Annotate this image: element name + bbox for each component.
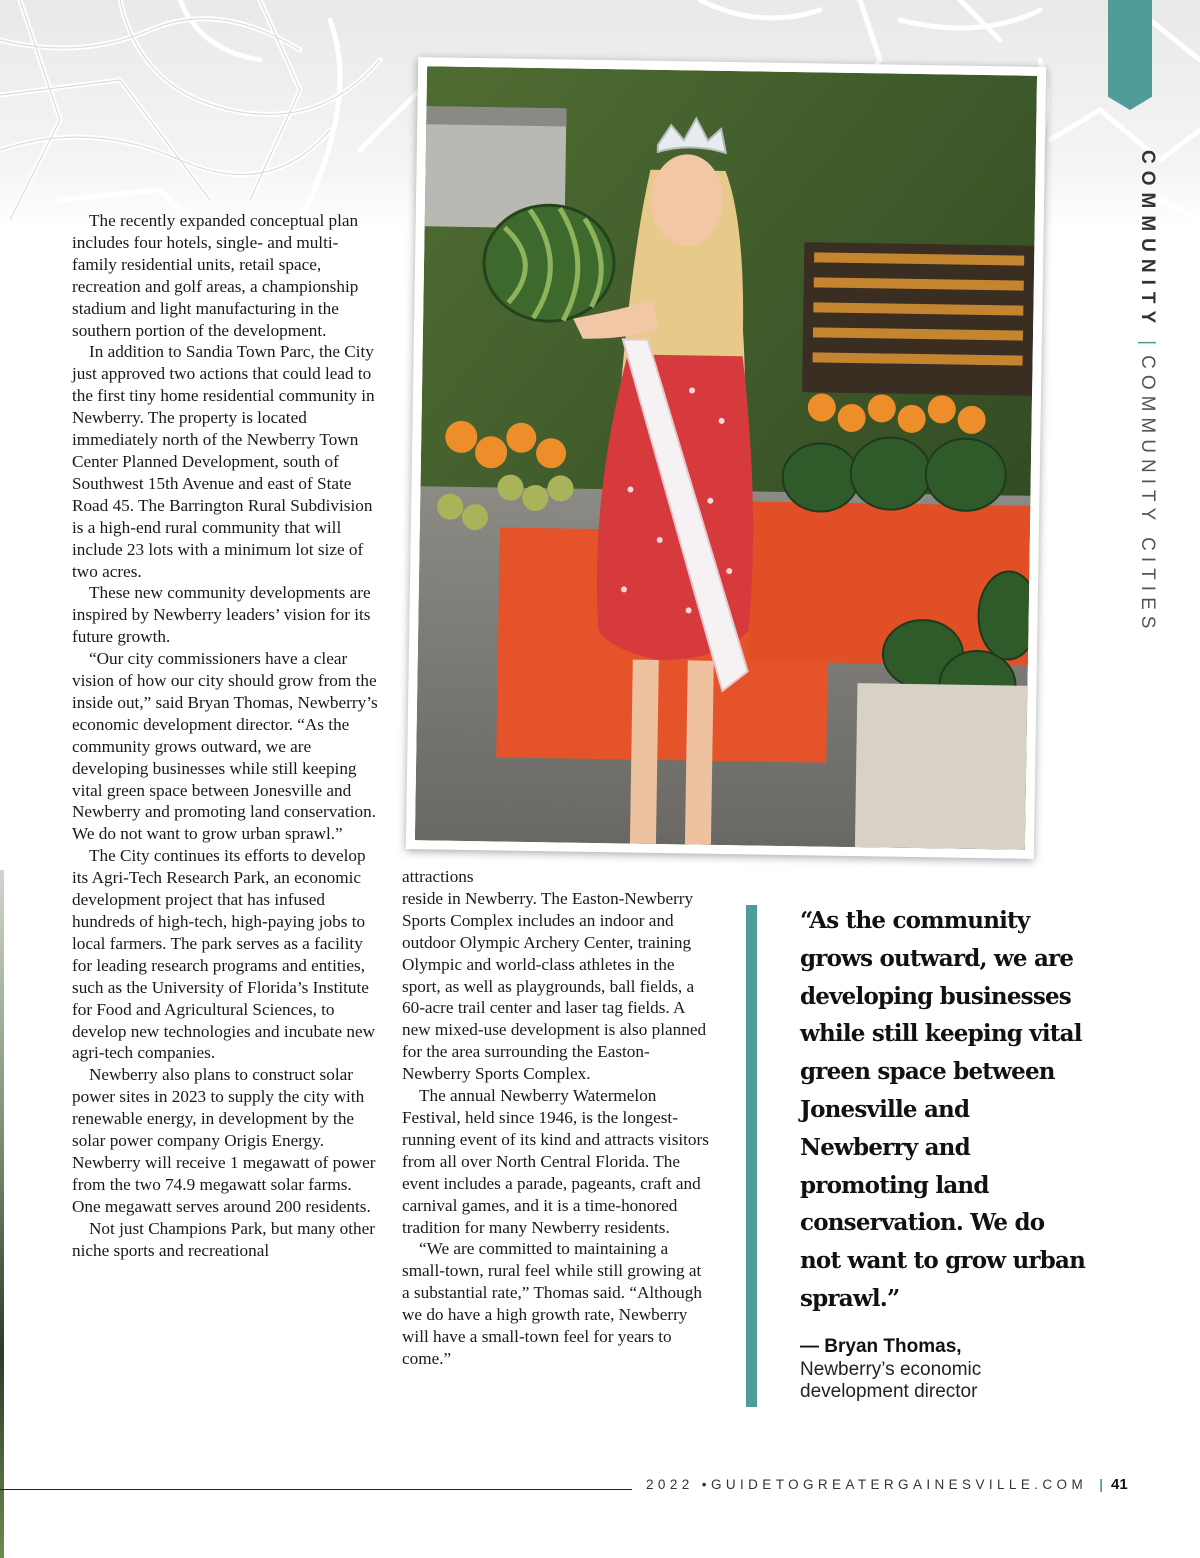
page-number: 41 — [1111, 1476, 1128, 1493]
section-label — [1127, 150, 1167, 635]
page-edge-bleed — [0, 870, 4, 1558]
pullquote-accent-bar — [746, 905, 757, 1407]
article-column-2 — [402, 866, 712, 1370]
paragraph: In addition to Sandia Town Parc, the City just approved two actions that could lead to the first tiny home residential community in Newberry. The property is located immediately north of the Newberry Town Center Planned Development, south of Southwest 15th Avenue and east of State Road 45. The Barrington Rural Subdivision is a high-end rural community that will include 23 lots with a minimum lot size of two acres. — [72, 342, 375, 581]
footer-year: 2022 — [646, 1477, 694, 1492]
section-separator: | — [1137, 340, 1158, 346]
paragraph: reside in Newberry. The Easton-Newberry Sports Complex includes an indoor and outdoor Olympic Archery Center, training Olympic and world-class athletes in the sport, as well as playgrounds, ball fields, a 60-acre trail center and laser tag fields. A new mixed-use development is also planned for the area surrounding the Easton-Newberry Sports Complex. — [402, 888, 707, 1084]
paragraph: Not just Champions Park, but many other niche sports and recreational — [72, 1218, 375, 1260]
section-tab — [1108, 0, 1152, 110]
section-primary: COMMUNITY — [1137, 150, 1158, 331]
pullquote-attribution-name: — Bryan Thomas, — [800, 1336, 962, 1357]
paragraph-continuation-lead: attractions — [402, 867, 474, 886]
feature-photo — [406, 57, 1046, 859]
footer-bullet: • — [701, 1477, 711, 1492]
article-column-1 — [72, 210, 382, 1262]
footer-rule — [0, 1489, 632, 1490]
pullquote-attribution-role: Newberry’s economic development director — [800, 1359, 982, 1402]
pullquote-text: “As the community grows outward, we are developing businesses while still keeping vital green space between Jonesville and Newberry and promoting land conservation. We do not want to grow urban sprawl.” — [800, 907, 1086, 1312]
paragraph: “We are committed to maintaining a small-town, rural feel while still growing at a substantial rate,” Thomas said. “Although we do have a high growth rate, Newberry will have a small-town feel for years to come.” — [402, 1239, 702, 1368]
pageant-queen-with-watermelon-photo — [415, 66, 1037, 849]
paragraph: Newberry also plans to construct solar power sites in 2023 to supply the city with renewable energy, in development by the solar power company Origis Energy. Newberry will receive 1 megawatt of power from the two 74.9 megawatt solar farms. One megawatt serves around 200 residents. — [72, 1065, 376, 1216]
paragraph: The City continues its efforts to develop its Agri-Tech Research Park, an economic development project that has infused hundreds of high-tech, high-paying jobs to local farmers. The park serves as a facility for leading research programs and entities, such as the University of Florida’s Institute for Food and Agricultural Sciences, to develop new technologies and incubate new agri-tech companies. — [72, 846, 376, 1063]
section-secondary: COMMUNITY CITIES — [1137, 355, 1158, 635]
footer-site: GUIDETOGREATERGAINESVILLE.COM — [710, 1477, 1088, 1492]
paragraph: “Our city commissioners have a clear vision of how our city should grow from the inside out,” said Bryan Thomas, Newberry’s economic development director. “As the community grows outward, we are developing businesses while still keeping vital green space between Jonesville and Newberry and promoting land conservation. We do not want to grow urban sprawl.” — [72, 649, 378, 844]
footer-separator: | — [1099, 1477, 1104, 1492]
paragraph: The recently expanded conceptual plan includes four hotels, single- and multi- family residential units, retail space, recreation and golf areas, a championship stadium and light manufacturing in the southern portion of the development. — [72, 211, 359, 340]
page-footer — [646, 1476, 1128, 1493]
paragraph: The annual Newberry Watermelon Festival, held since 1946, is the longest-running event of its kind and attracts visitors from all over North Central Florida. The event includes a parade, pageants, craft and carnival games, and it is a time-honored tradition for many Newberry residents. — [402, 1086, 709, 1237]
paragraph: These new community developments are inspired by Newberry leaders’ vision for its future growth. — [72, 583, 371, 647]
